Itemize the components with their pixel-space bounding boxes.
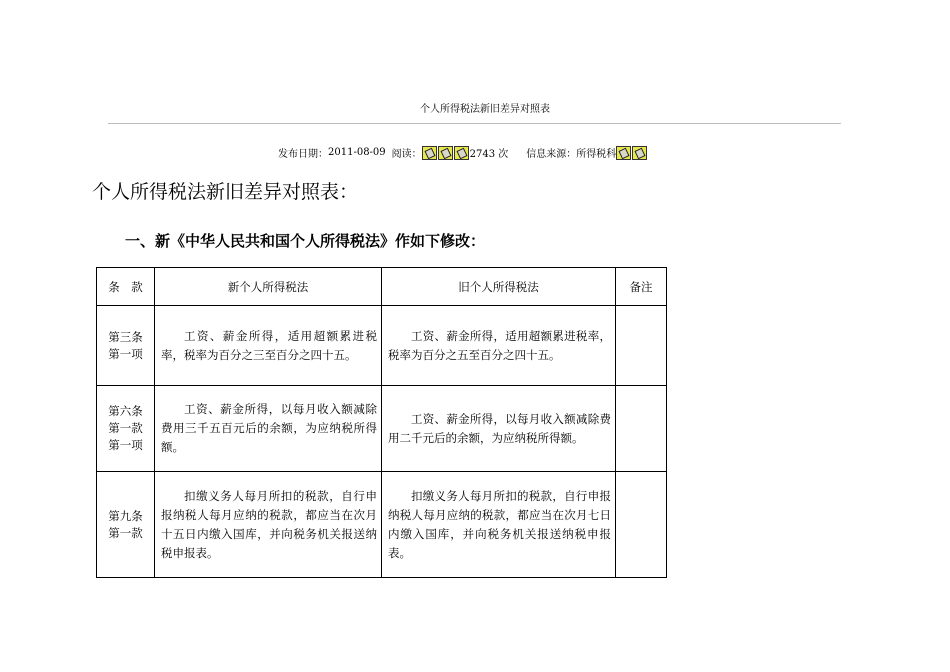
header-divider: [108, 123, 841, 124]
document-heading: 个人所得税法新旧差异对照表：: [92, 181, 359, 203]
clause-line: 第一款: [108, 525, 143, 540]
stamp-icon: [616, 146, 631, 160]
new-law-text: 扣缴义务人每月所扣的税款，自行申报纳税人每月应纳的税款，都应当在次月十五日内缴入国库，并向税务机关报送纳税申报表。: [161, 488, 377, 560]
table-row: [97, 306, 667, 386]
table-header-row: [97, 268, 667, 306]
clause-line: 第一项: [108, 438, 143, 452]
document-subheading: 一、新《中华人民共和国个人所得税法》作如下修改：: [125, 232, 486, 250]
note-cell: [616, 386, 667, 472]
old-law-text: 工资、薪金所得，以每月收入额减除费用二千元后的余额，为应纳税所得额。: [388, 411, 611, 445]
clause-cell: [97, 306, 155, 386]
stamp-icon: [454, 146, 469, 160]
meta-line: [278, 145, 648, 160]
stamp-icon: [438, 146, 453, 160]
header-old-law: 旧个人所得税法: [382, 268, 616, 306]
new-law-cell: [155, 386, 382, 472]
new-law-text: 工资、薪金所得，适用超额累进税率，税率为百分之三至百分之四十五。: [161, 328, 377, 362]
old-law-text: 工资、薪金所得，适用超额累进税率，税率为百分之五至百分之四十五。: [388, 328, 611, 362]
stamp-icon: [632, 146, 647, 160]
read-label: 阅读：: [391, 149, 422, 160]
header-new-law: 新个人所得税法: [155, 268, 382, 306]
clause-line: 第三条: [108, 329, 143, 344]
clause-cell: [97, 472, 155, 578]
note-cell: [616, 306, 667, 386]
table-row: [97, 386, 667, 472]
clause-line: 第一款: [108, 421, 143, 435]
page-title: 个人所得税法新旧差异对照表: [420, 104, 550, 115]
source-label: 信息来源：: [526, 149, 577, 160]
new-law-cell: [155, 306, 382, 386]
clause-line: 第一项: [108, 346, 143, 361]
clause-line: 第六条: [108, 404, 143, 418]
read-count: 2743 次: [469, 149, 509, 160]
old-law-text: 扣缴义务人每月所扣的税款，自行申报纳税人每月应纳的税款，都应当在次月七日内缴入国库，并向税务机关报送纳税申报表。: [388, 488, 611, 560]
comparison-table: [96, 267, 667, 578]
old-law-cell: [382, 472, 616, 578]
source-value: 所得税科: [576, 149, 617, 160]
new-law-cell: [155, 472, 382, 578]
publish-date: 2011-08-09: [328, 147, 386, 158]
header-note: 备注: [616, 268, 667, 306]
table-row: [97, 472, 667, 578]
clause-line: 第九条: [108, 508, 143, 523]
note-cell: [616, 472, 667, 578]
header-clause: 条 款: [97, 268, 155, 306]
old-law-cell: [382, 386, 616, 472]
publish-label: 发布日期：: [278, 149, 328, 160]
new-law-text: 工资、薪金所得，以每月收入额减除费用三千五百元后的余额，为应纳税所得额。: [161, 402, 377, 454]
clause-cell: [97, 386, 155, 472]
old-law-cell: [382, 306, 616, 386]
stamp-icon: [422, 146, 437, 160]
